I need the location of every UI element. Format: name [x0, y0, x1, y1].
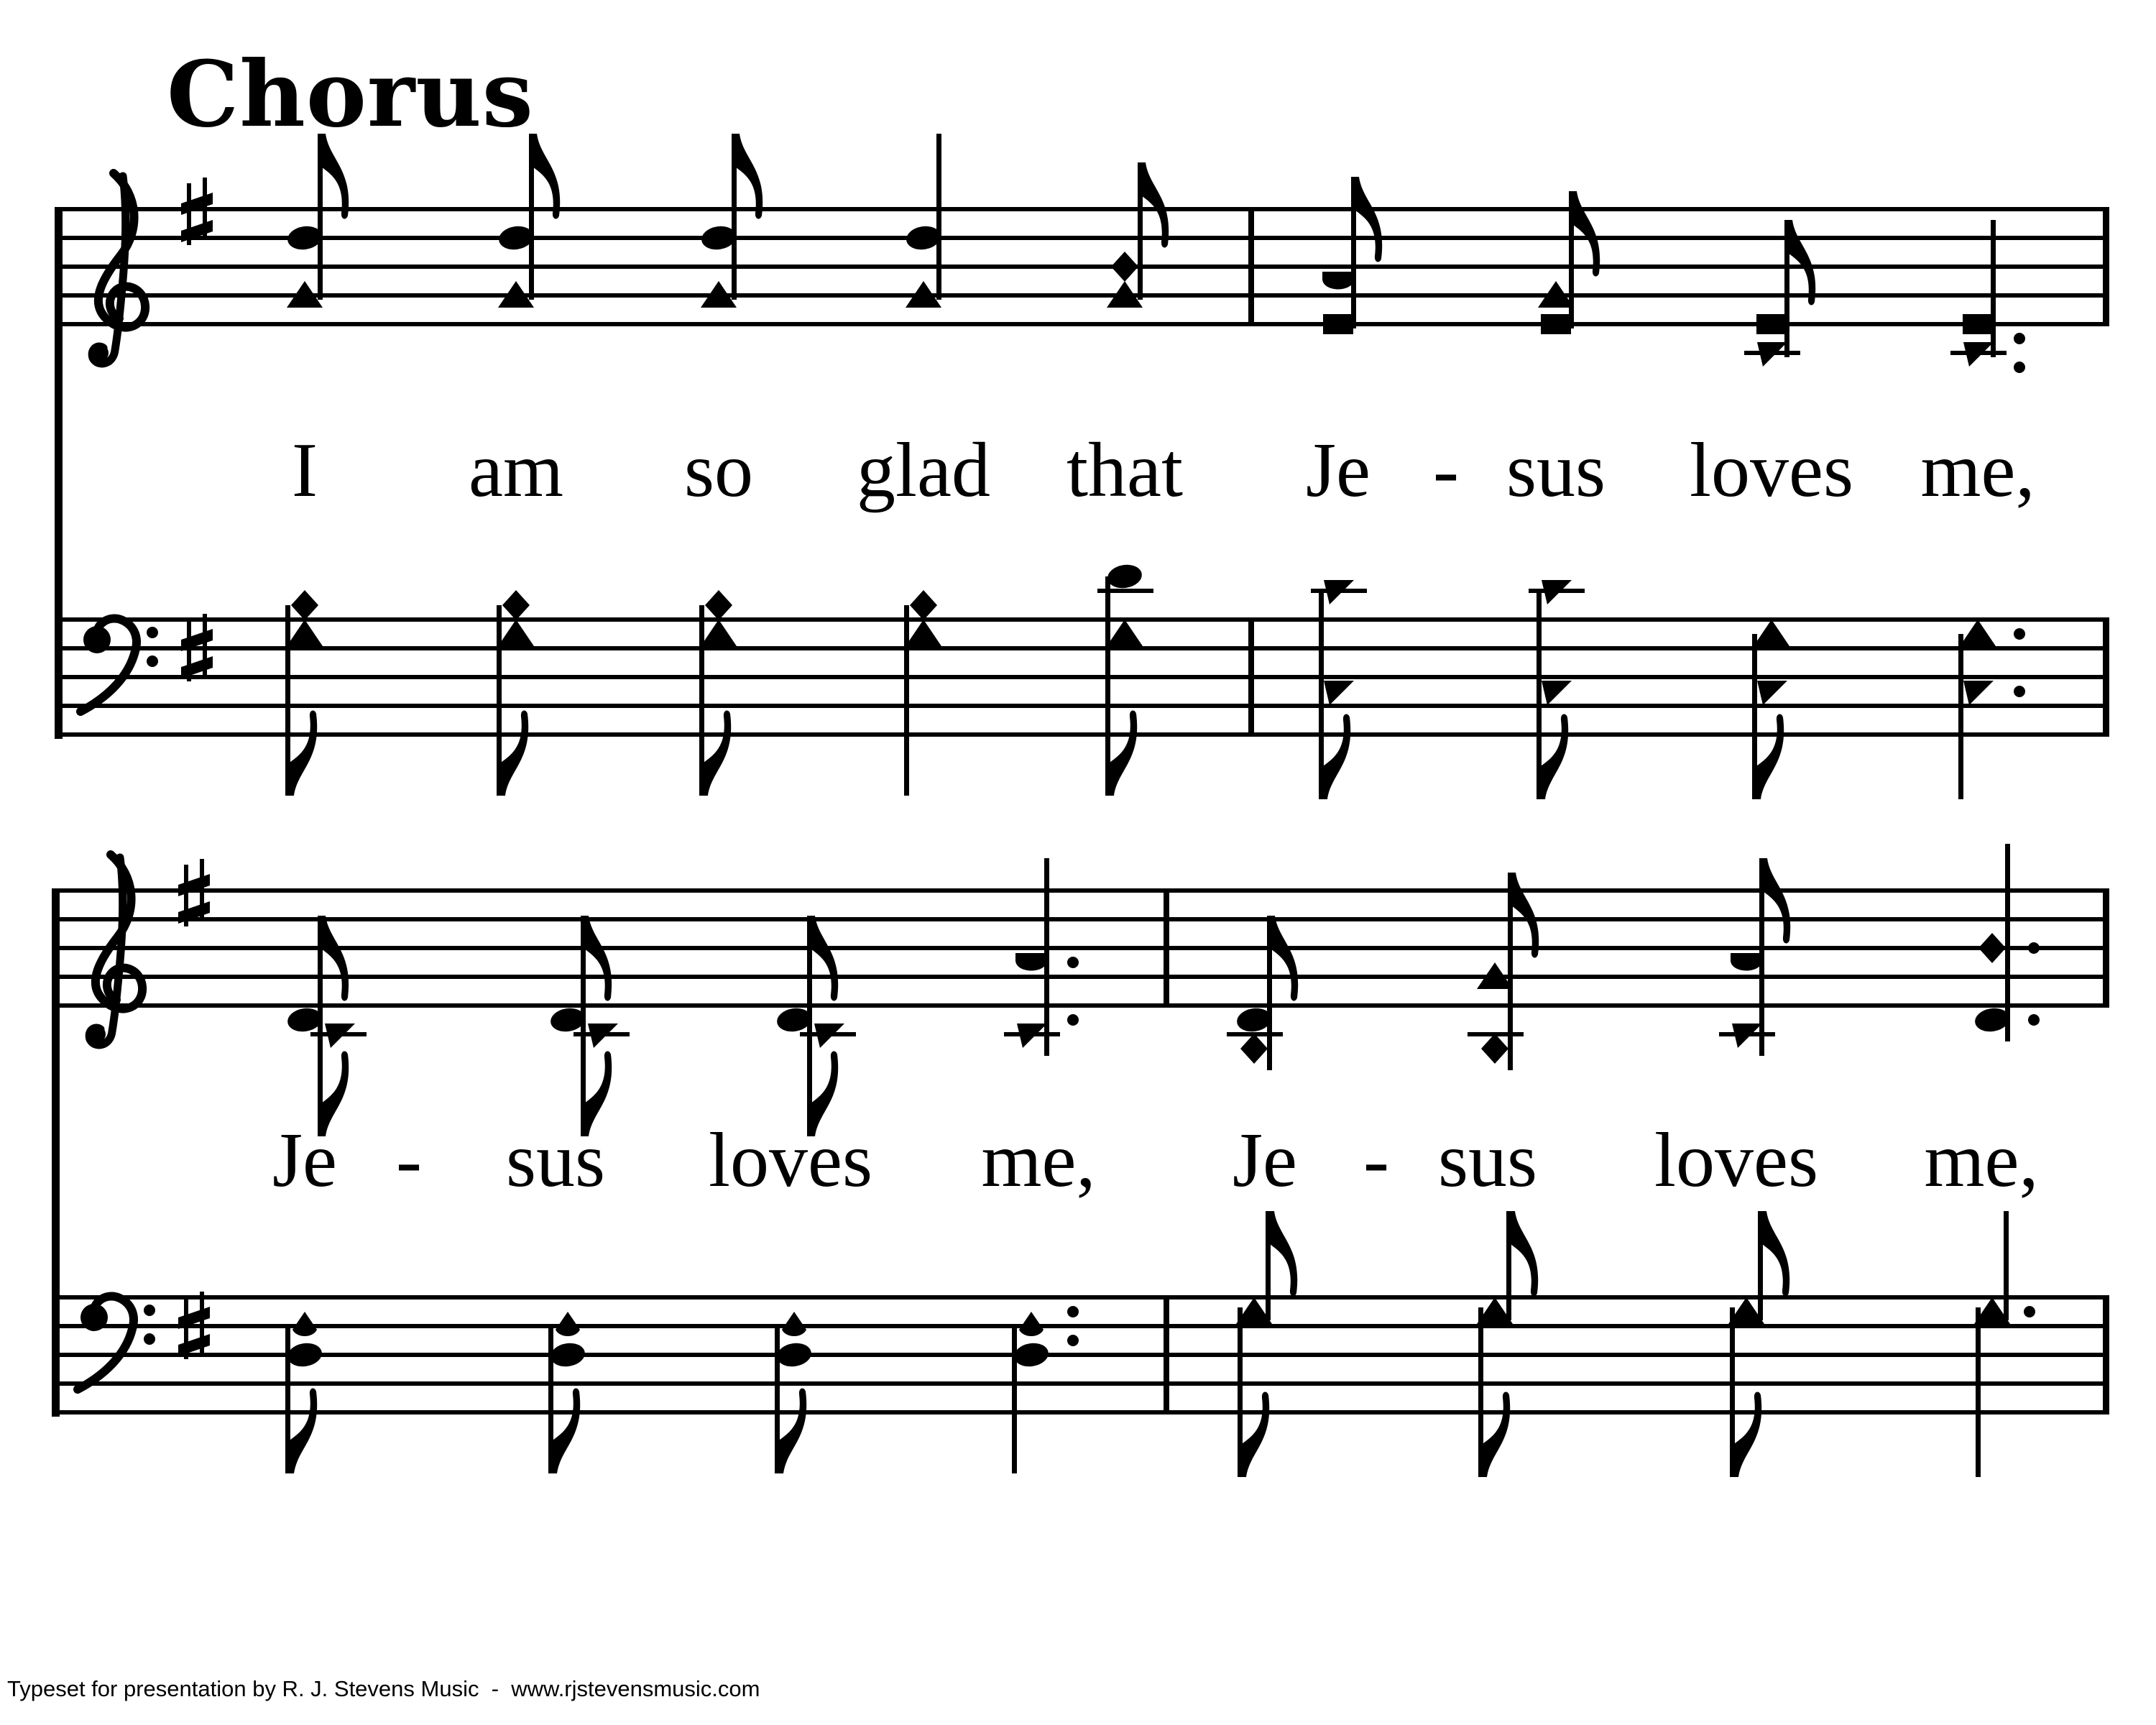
stem	[1266, 1211, 1271, 1320]
sharp-bar	[181, 193, 213, 215]
typeset-credit: Typeset for presentation by R. J. Stevens Music - www.rjstevensmusic.com	[7, 1676, 760, 1701]
eighth-flag-icon	[1355, 177, 1382, 262]
notehead-oval	[775, 1340, 813, 1368]
notehead-re	[1322, 272, 1354, 290]
staff-line	[55, 207, 2109, 211]
eighth-flag-icon	[290, 710, 317, 796]
augmentation-dot	[2024, 1306, 2035, 1317]
lyric-syllable: am	[469, 428, 563, 513]
final-barline	[2103, 888, 2109, 1008]
barline	[1164, 888, 1169, 1008]
notehead-tri	[287, 620, 323, 646]
eighth-flag-icon	[553, 1388, 580, 1473]
eighth-flag-icon	[1271, 916, 1298, 1001]
barline	[1164, 1295, 1169, 1414]
lyric-syllable: sus	[1506, 428, 1606, 513]
note	[1012, 1306, 1079, 1473]
stem	[699, 605, 704, 796]
staff-line	[55, 675, 2109, 679]
stem	[1976, 1307, 1981, 1477]
staff-line	[55, 704, 2109, 708]
lyric-syllable: Je	[272, 1118, 337, 1203]
stem	[285, 1326, 290, 1473]
notehead-fa	[1324, 681, 1354, 705]
eighth-flag-icon	[779, 1388, 806, 1473]
stem	[1319, 591, 1324, 799]
eighth-flag-icon	[1242, 1392, 1269, 1477]
final-barline	[2103, 617, 2109, 737]
augmentation-dot	[2014, 362, 2025, 373]
note	[1227, 916, 1298, 1070]
stem	[285, 605, 290, 796]
sharp-bar	[178, 874, 210, 896]
stem	[548, 1326, 553, 1473]
eighth-flag-icon	[1323, 714, 1350, 799]
stem	[1506, 1211, 1511, 1320]
notehead-oval	[286, 1340, 323, 1368]
eighth-flag-icon	[1788, 220, 1815, 305]
stem	[1958, 634, 1963, 799]
staff-line	[52, 1410, 2109, 1414]
augmentation-dot	[2028, 942, 2040, 954]
note	[1311, 580, 1367, 799]
eighth-flag-icon	[290, 1388, 317, 1473]
eighth-flag-icon	[1762, 1211, 1789, 1297]
note	[1004, 858, 1079, 1056]
staff-line	[55, 236, 2109, 240]
eighth-flag-icon	[1483, 1392, 1510, 1477]
bass-clef-icon	[78, 1296, 155, 1389]
eighth-flag-icon	[811, 916, 838, 1001]
notehead-dia	[705, 590, 732, 620]
treble-staff	[52, 844, 2109, 1136]
stem	[1730, 1307, 1735, 1477]
note	[285, 1312, 323, 1473]
lyric-syllable: Je	[1306, 428, 1370, 513]
notehead-tri	[1754, 620, 1789, 646]
notehead-tri	[1960, 620, 1996, 646]
final-barline	[2103, 207, 2109, 326]
eighth-flag-icon	[1734, 1392, 1761, 1477]
note	[1719, 858, 1790, 1056]
lyric-syllable: glad	[857, 428, 990, 513]
lyric-syllable: me,	[1924, 1118, 2039, 1203]
staff-line	[52, 946, 2109, 950]
notehead-dia	[910, 590, 937, 620]
augmentation-dot	[2028, 1014, 2040, 1026]
notehead-oval	[549, 1340, 586, 1368]
staff-line	[55, 322, 2109, 326]
clef-dot	[144, 1333, 155, 1345]
stem	[775, 1326, 780, 1473]
lyric-syllable: so	[683, 428, 754, 513]
eighth-flag-icon	[533, 134, 560, 219]
note	[1468, 873, 1539, 1070]
notehead-re	[1015, 953, 1047, 971]
clef-ball	[88, 1026, 106, 1043]
notehead-tri	[498, 620, 534, 646]
eighth-flag-icon	[1511, 873, 1539, 958]
note	[1973, 844, 2040, 1041]
notehead-dia	[502, 590, 530, 620]
eighth-flag-icon	[584, 916, 612, 1001]
stem	[1752, 634, 1757, 799]
staff-line	[55, 732, 2109, 737]
barline	[1248, 207, 1254, 326]
lyric-syllable: me,	[981, 1118, 1096, 1203]
treble-staff	[55, 134, 2109, 373]
lyric-syllable: loves	[1654, 1118, 1818, 1203]
lyric-syllable: -	[396, 1118, 422, 1203]
eighth-flag-icon	[1141, 162, 1169, 248]
eighth-flag-icon	[1270, 1211, 1297, 1297]
eighth-flag-icon	[1511, 1211, 1538, 1297]
system-start-barline	[55, 207, 63, 739]
stem	[1012, 1326, 1017, 1473]
note	[1728, 1211, 1789, 1477]
staff-line	[55, 293, 2109, 298]
staff-line	[52, 1295, 2109, 1300]
notehead-tri	[701, 620, 737, 646]
note	[1477, 1211, 1538, 1477]
eighth-flag-icon	[735, 134, 763, 219]
note	[548, 1312, 586, 1473]
eighth-flag-icon	[321, 916, 349, 1001]
note	[497, 134, 560, 308]
staff-line	[52, 1324, 2109, 1328]
stem	[497, 605, 502, 796]
note	[775, 1312, 813, 1473]
system-2	[52, 844, 2109, 1477]
notehead-sq	[1963, 314, 1993, 334]
augmentation-dot	[2014, 628, 2025, 640]
staff-line	[52, 1353, 2109, 1357]
stem	[1478, 1307, 1483, 1477]
lyric-syllable: -	[1433, 428, 1459, 513]
lyrics-line	[292, 428, 2035, 513]
notehead-sq	[1756, 314, 1787, 334]
stem	[1537, 591, 1542, 799]
stem	[1105, 576, 1110, 796]
note	[905, 134, 942, 308]
stem	[2004, 1211, 2009, 1320]
clef-dot	[147, 627, 158, 638]
augmentation-dot	[1067, 1014, 1079, 1026]
note	[286, 134, 349, 308]
stem	[1238, 1307, 1243, 1477]
staff-line	[52, 975, 2109, 979]
augmentation-dot	[2014, 686, 2025, 697]
note	[700, 134, 763, 308]
staff-line	[52, 1003, 2109, 1008]
note	[1107, 162, 1169, 308]
bass-staff	[55, 562, 2109, 799]
notehead-fa	[1757, 681, 1787, 705]
note	[1322, 177, 1382, 334]
notehead-dia	[1978, 933, 2006, 963]
note	[1529, 580, 1585, 799]
notehead-sq	[1323, 314, 1353, 334]
lyric-syllable: I	[292, 428, 318, 513]
bass-clef-icon	[80, 618, 158, 712]
augmentation-dot	[1067, 957, 1079, 968]
lyric-syllable: -	[1363, 1118, 1389, 1203]
notehead-dia	[1111, 252, 1138, 282]
eighth-flag-icon	[1541, 714, 1568, 799]
staff-line	[52, 1381, 2109, 1386]
bass-staff	[52, 1211, 2109, 1477]
lyric-syllable: sus	[505, 1118, 606, 1203]
augmentation-dot	[2014, 333, 2025, 344]
clef-ball	[91, 344, 109, 362]
eighth-flag-icon	[1763, 858, 1790, 944]
staff-line	[55, 264, 2109, 269]
lyric-syllable: sus	[1437, 1118, 1538, 1203]
notehead-oval	[1013, 1340, 1050, 1368]
stem	[1991, 220, 1996, 357]
eighth-flag-icon	[704, 710, 731, 796]
lyric-syllable: that	[1067, 428, 1183, 513]
staff-line	[52, 888, 2109, 893]
clef-dot	[147, 656, 158, 667]
eighth-flag-icon	[501, 710, 528, 796]
notehead-tri	[906, 620, 941, 646]
eighth-flag-icon	[1110, 710, 1137, 796]
lyric-syllable: Je	[1233, 1118, 1297, 1203]
barline	[1248, 617, 1254, 737]
note	[1974, 1211, 2035, 1477]
notehead-re	[1731, 953, 1762, 971]
section-title: Chorus	[167, 41, 534, 147]
note	[1236, 1211, 1297, 1477]
notehead-tri	[1107, 620, 1143, 646]
eighth-flag-icon	[1756, 714, 1784, 799]
notehead-fa	[1542, 681, 1572, 705]
augmentation-dot	[1067, 1306, 1079, 1317]
notehead-dia	[291, 590, 318, 620]
stem	[904, 605, 909, 796]
lyric-syllable: loves	[709, 1118, 872, 1203]
eighth-flag-icon	[1572, 191, 1600, 277]
notehead-dia	[1240, 1034, 1268, 1064]
staff-line	[55, 646, 2109, 650]
clef-dot	[144, 1305, 155, 1316]
final-barline	[2103, 1295, 2109, 1414]
lyric-syllable: loves	[1690, 428, 1853, 513]
system-start-barline	[52, 888, 60, 1417]
lyrics-line	[272, 1118, 2038, 1203]
note	[1538, 191, 1600, 334]
notehead-fa	[1963, 681, 1994, 705]
system-1	[55, 134, 2109, 799]
augmentation-dot	[1067, 1335, 1079, 1346]
staff-line	[52, 917, 2109, 921]
notehead-sq	[1541, 314, 1571, 334]
notehead-oval	[1106, 562, 1143, 590]
lyric-syllable: me,	[1920, 428, 2035, 513]
stem	[936, 134, 941, 300]
stem	[1758, 1211, 1763, 1320]
notehead-dia	[1481, 1034, 1508, 1064]
staff-line	[55, 617, 2109, 622]
